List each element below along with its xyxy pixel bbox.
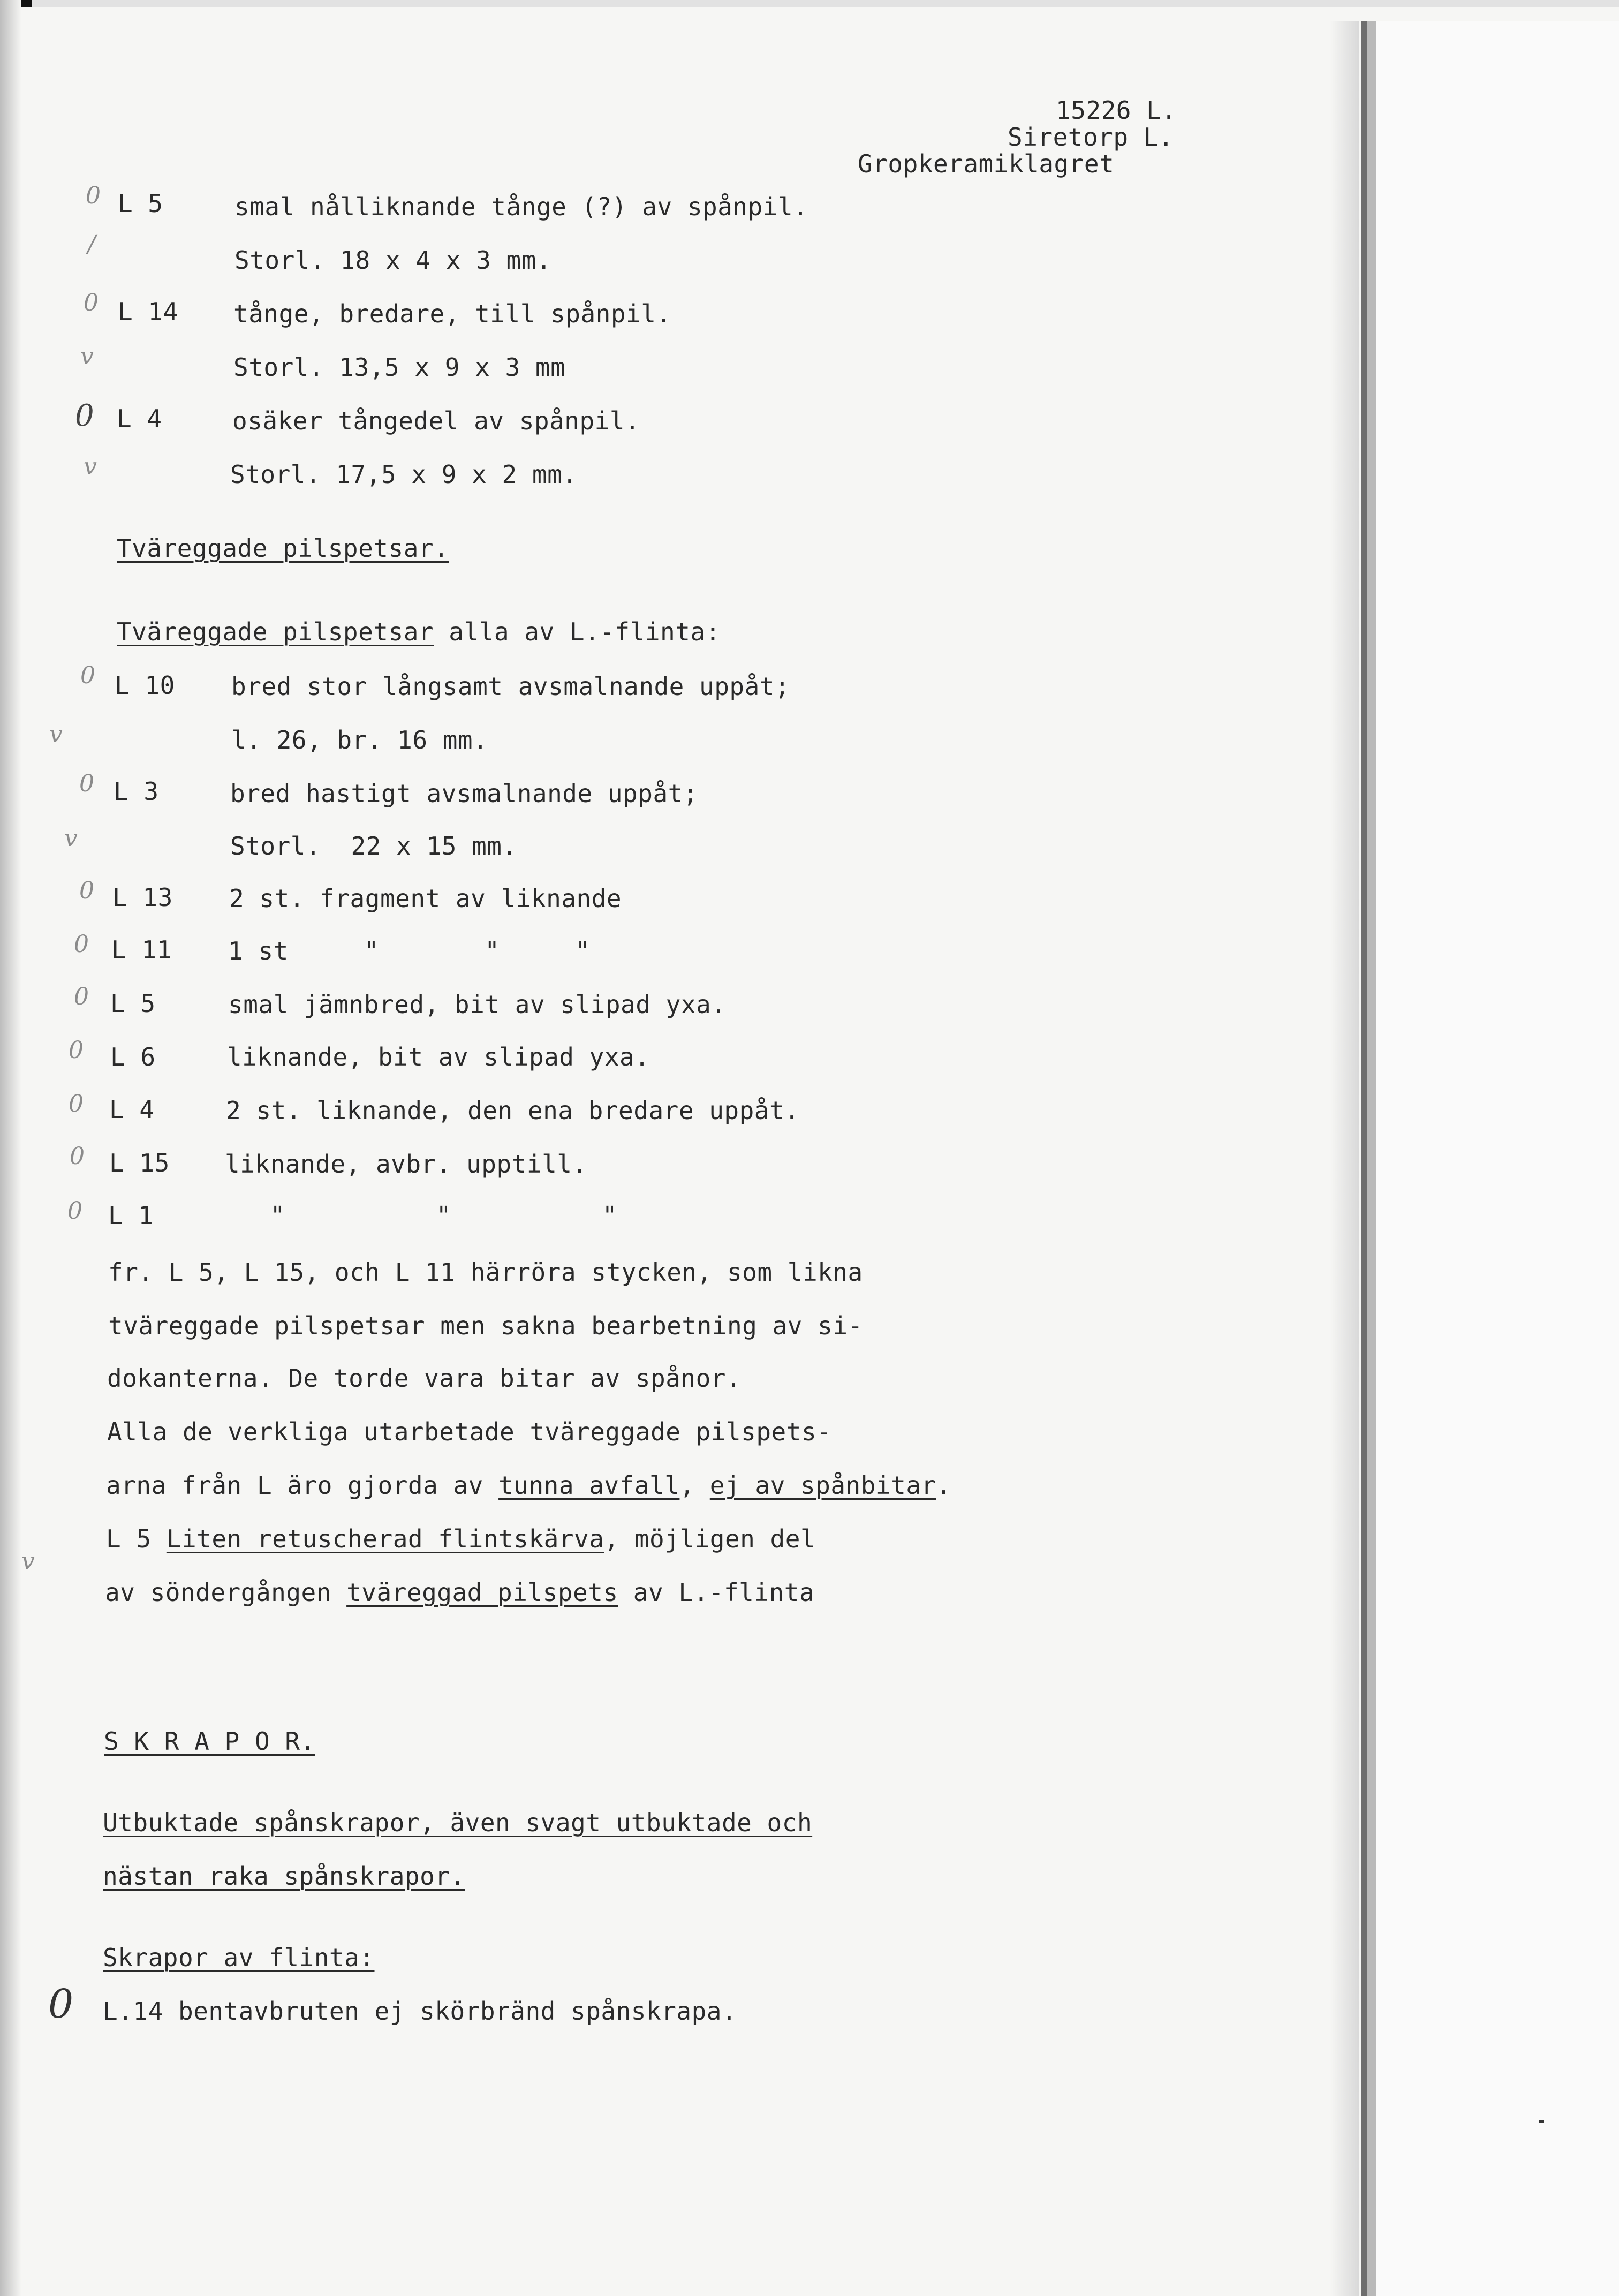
row-ref: L 3 [114,777,159,806]
margin-mark: 0 [67,1197,82,1225]
row-text: liknande, avbr. upptill. [225,1150,587,1179]
section-heading: S K R A P O R. [104,1727,315,1756]
entry-ref: L 5 [118,189,163,218]
section-subheading: Utbuktade spånskrapor, även svagt utbuktade och [103,1808,813,1837]
paragraph-line: dokanterna. De torde vara bitar av spånor. [107,1364,742,1393]
paragraph-line: Alla de verkliga utarbetade tväreggade pilspets- [107,1417,832,1446]
margin-mark: 0 [86,182,101,209]
margin-mark: 0 [74,983,89,1010]
row-ref: L 4 [109,1095,155,1124]
paragraph-line: fr. L 5, L 15, och L 11 härröra stycken, som likna [108,1258,863,1287]
paragraph-line: arna från L äro gjorda av tunna avfall, ej av spånbitar. [106,1471,951,1500]
margin-mark: 0 [70,1143,85,1170]
margin-mark: v [64,825,78,852]
margin-mark: 0 [69,1037,84,1064]
entry-text: smal nålliknande tånge (?) av spånpil. [234,192,808,221]
row-text: bred stor långsamt avsmalnande uppåt; [231,672,790,701]
scraper-entry: L.14 bentavbruten ej skörbränd spånskrapa. [103,1997,737,2026]
book-binding [1330,0,1619,2296]
margin-mark: v [21,1547,35,1575]
layer-name: Gropkeramiklagret [858,149,1115,178]
section-subheading: nästan raka spånskrapor. [103,1862,465,1891]
entry-text: tånge, bredare, till spånpil. [233,299,671,328]
margin-mark: 0 [48,1981,74,2027]
row-ref: L 13 [112,883,173,912]
margin-mark: 0 [69,1090,84,1117]
margin-mark: 0 [75,398,94,433]
site-name: Siretorp L. [1008,123,1174,152]
entry-ref: L 14 [118,297,178,326]
section-subheading: Skrapor av flinta: [103,1943,375,1972]
row-ref: L 1 [108,1201,154,1230]
row-ref: L 5 [110,989,156,1018]
row-ref: L 15 [109,1149,170,1177]
row-text: bred hastigt avsmalnande uppåt; [230,779,699,808]
page-top-edge [0,0,1619,7]
row-ref: L 6 [110,1043,156,1071]
row-text: " " " [225,1201,618,1230]
margin-mark: 0 [74,931,89,958]
margin-mark: 0 [79,770,94,797]
row-text: Storl. 22 x 15 mm. [230,832,517,860]
paragraph-line: av söndergången tväreggad pilspets av L.-flinta [105,1578,815,1607]
row-text: smal jämnbred, bit av slipad yxa. [228,990,727,1019]
page-left-edge [0,0,21,2296]
row-text: liknande, bit av slipad yxa. [227,1043,650,1071]
margin-mark: 0 [80,662,95,689]
row-ref: L 11 [111,935,172,964]
catalog-number: 15226 L. [1056,96,1177,125]
paragraph-line: tväreggade pilspetsar men sakna bearbetning av si- [108,1311,863,1340]
entry-ref: L 4 [117,404,162,433]
row-text: 1 st " " " [228,936,591,965]
row-text: l. 26, br. 16 mm. [231,726,488,754]
margin-mark: / [88,230,96,258]
row-text: 2 st. fragment av liknande [229,884,622,913]
section-heading: Tväreggade pilspetsar. [117,534,449,563]
margin-mark: 0 [79,877,94,904]
margin-mark: v [80,343,94,370]
entry-size: Storl. 18 x 4 x 3 mm. [234,246,552,275]
margin-mark: 0 [84,289,99,316]
entry-size: Storl. 13,5 x 9 x 3 mm [233,353,566,382]
entry-size: Storl. 17,5 x 9 x 2 mm. [230,460,578,489]
row-text: 2 st. liknande, den ena bredare uppåt. [226,1096,800,1125]
entry-text: osäker tångedel av spånpil. [232,406,640,435]
row-ref: L 10 [115,671,175,700]
margin-mark: v [84,453,97,480]
section-subheading: Tväreggade pilspetsar alla av L.-flinta: [117,617,721,646]
margin-mark: v [49,721,63,748]
paragraph-line: L 5 Liten retuscherad flintskärva, möjligen del [106,1524,816,1553]
